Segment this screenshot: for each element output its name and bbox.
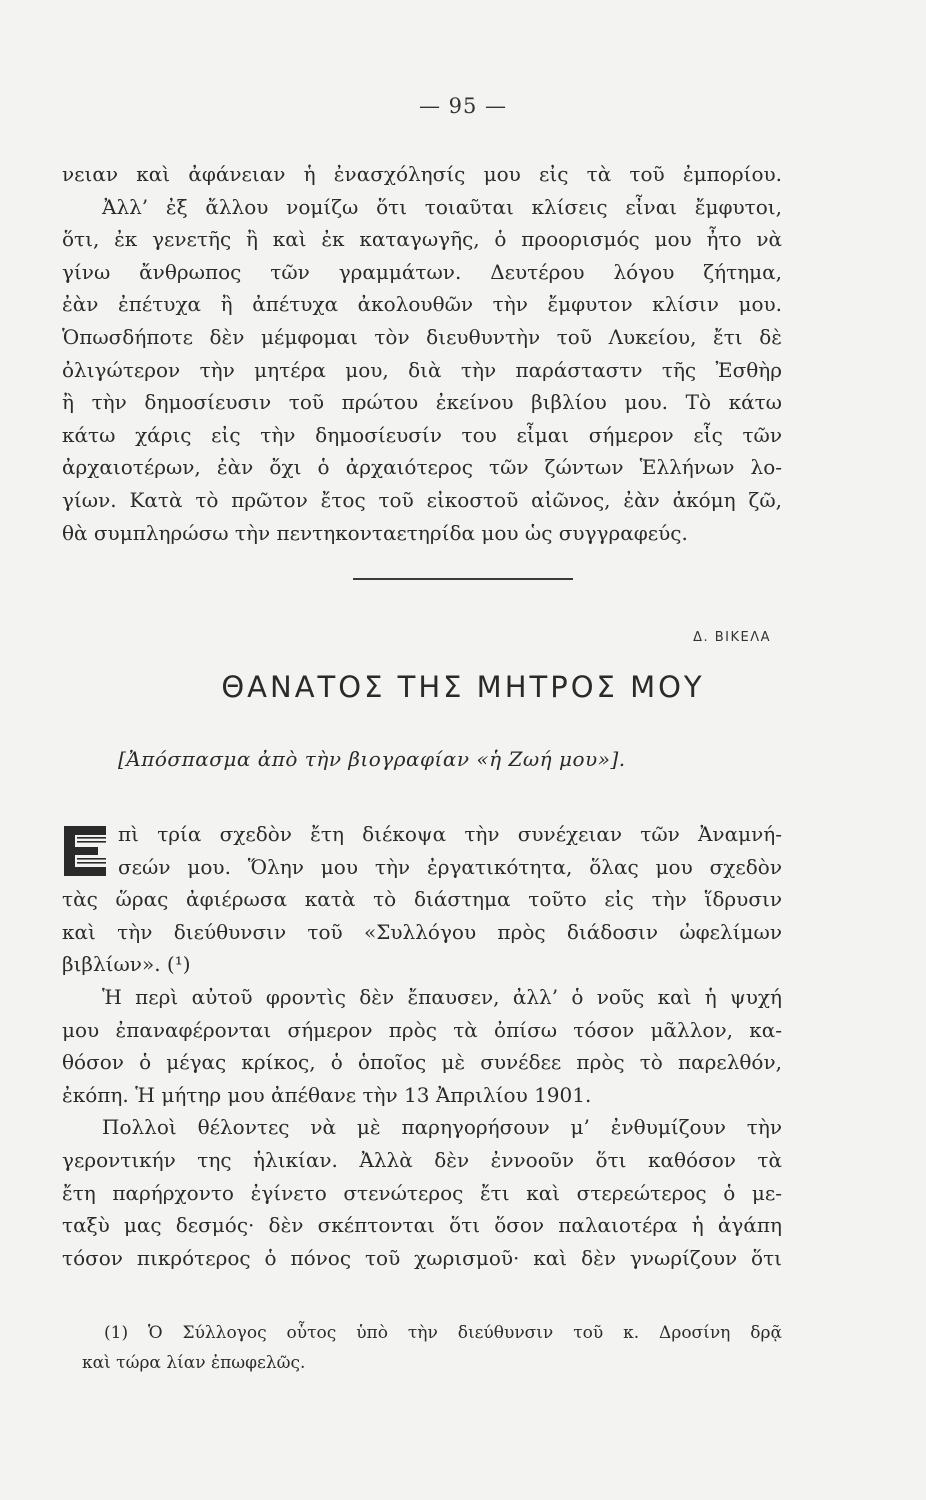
text-line: θὰ συμπληρώσω τὴν πεντηκονταετηρίδα μου ὡς συγγραφεύς.: [62, 520, 688, 545]
text-line: ταξὺ μας δεσμός· δὲν σκέπτονται ὅτι ὅσον παλαιοτέρα ἡ ἀγάπη: [62, 1213, 782, 1238]
text-line: νειαν καὶ ἀφάνειαν ἡ ἐνασχόλησίς μου εἰς τὰ τοῦ ἐμπορίου.: [62, 162, 782, 186]
page-number: — 95 —: [418, 94, 508, 118]
author-signature: Δ. ΒΙΚΕΛΑ: [693, 630, 771, 645]
footnote: [82, 1318, 782, 1378]
text-line: Ὁπωσδήποτε δὲν μέμφομαι τὸν διευθυντὴν τοῦ Λυκείου, ἔτι δὲ: [62, 324, 782, 349]
text-line: τόσον πικρότερος ὁ πόνος τοῦ χωρισμοῦ· καὶ δὲν γνωρίζουν ὅτι: [62, 1245, 782, 1270]
footnote-line: καὶ τώρα λίαν ἐπωφελῶς.: [82, 1353, 306, 1373]
text-line: ἢ τὴν δημοσίευσιν τοῦ πρώτου ἐκείνου βιβλίου μου. Τὸ κάτω: [62, 390, 782, 415]
section-subtitle: [Ἀπόσπασμα ἀπὸ τὴν βιογραφίαν «ἡ Ζωή μου»].: [118, 747, 626, 771]
text-line: Ἡ περὶ αὐτοῦ φροντὶς δὲν ἔπαυσεν, ἀλλ’ ὁ νοῦς καὶ ἡ ψυχή: [102, 984, 782, 1009]
text-line: ἀρχαιοτέρων, ἐὰν ὄχι ὁ ἀρχαιότερος τῶν ζώντων Ἑλλήνων λο-: [62, 455, 782, 480]
text-line: κάτω χάρις εἰς τὴν δημοσίευσίν του εἶμαι σήμερον εἷς τῶν: [62, 422, 782, 447]
text-line: ἐὰν ἐπέτυχα ἢ ἀπέτυχα ἀκολουθῶν τὴν ἔμφυτον κλίσιν μου.: [62, 292, 782, 317]
text-line: μου ἐπαναφέρονται σήμερον πρὸς τὰ ὀπίσω τόσον μᾶλλον, κα-: [62, 1017, 782, 1042]
footnote-line: (1) Ὁ Σύλλογος οὗτος ὑπὸ τὴν διεύθυνσιν τοῦ κ. Δροσίνη δρᾷ: [104, 1323, 782, 1343]
text-line: θόσον ὁ μέγας κρίκος, ὁ ὁποῖος μὲ συνέδεε πρὸς τὸ παρελθόν,: [62, 1050, 782, 1075]
section-title: ΘΑΝΑΤΟΣ ΤΗΣ ΜΗΤΡΟΣ ΜΟΥ: [221, 670, 705, 704]
top-paragraph: [62, 158, 782, 549]
text-line: γεροντικήν της ἡλικίαν. Ἀλλὰ δὲν ἐννοοῦν ὅτι καθόσον τὰ: [62, 1147, 782, 1172]
text-line: ὀλιγώτερον τὴν μητέρα μου, διὰ τὴν παράσταστν τῆς Ἐσθὴρ: [62, 357, 782, 382]
text-line: γίων. Κατὰ τὸ πρῶτον ἔτος τοῦ εἰκοστοῦ αἰῶνος, ἐὰν ἀκόμη ζῶ,: [62, 487, 782, 512]
text-line: καὶ τὴν διεύθυνσιν τοῦ «Συλλόγου πρὸς διάδοσιν ὠφελίμων: [62, 919, 782, 944]
text-line: ἐκόπη. Ἡ μήτηρ μου ἀπέθανε τὴν 13 Ἀπριλίου 1901.: [62, 1082, 592, 1107]
text-line: βιβλίων». (¹): [62, 952, 191, 977]
paragraph-1-opening: [62, 818, 782, 883]
text-line: ἔτη παρήρχοντο ἐγίνετο στενώτερος ἔτι καὶ στερεώτερος ὁ με-: [62, 1180, 782, 1205]
body-text: [62, 818, 782, 1274]
text-line: τὰς ὥρας ἀφιέρωσα κατὰ τὸ διάστημα τοῦτο εἰς τὴν ἵδρυσιν: [62, 887, 782, 912]
text-line: γίνω ἄνθρωπος τῶν γραμμάτων. Δευτέρου λόγου ζήτημα,: [62, 259, 782, 284]
text-line: σεών μου. Ὅλην μου τὴν ἐργατικότητα, ὅλας μου σχεδὸν: [118, 854, 782, 879]
text-line: πὶ τρία σχεδὸν ἔτη διέκοψα τὴν συνέχειαν τῶν Ἀναμνή-: [118, 822, 782, 846]
section-divider: [353, 578, 573, 580]
text-line: Ἀλλ’ ἐξ ἄλλου νομίζω ὅτι τοιαῦται κλίσεις εἶναι ἔμφυτοι,: [102, 194, 782, 219]
text-line: ὅτι, ἐκ γενετῆς ἢ καὶ ἐκ καταγωγῆς, ὁ προορισμός μου ἦτο νὰ: [62, 227, 782, 252]
text-line: Πολλοὶ θέλοντες νὰ μὲ παρηγορήσουν μ’ ἐνθυμίζουν τὴν: [102, 1115, 782, 1140]
